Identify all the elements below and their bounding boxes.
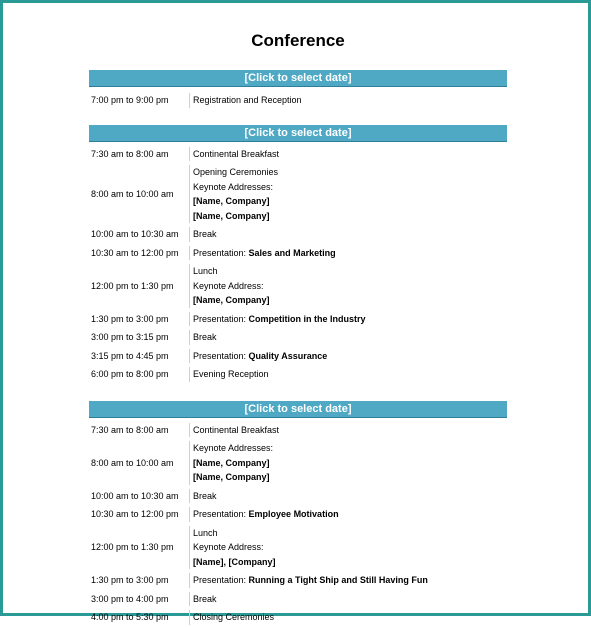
agenda-bold-text: [Name, Company] (193, 210, 270, 221)
agenda-row (89, 145, 507, 164)
agenda-description-line (193, 470, 507, 485)
agenda-text: Break (193, 229, 217, 239)
agenda-time: 3:00 pm to 4:00 pm (91, 593, 169, 604)
agenda-row (89, 524, 507, 572)
agenda-bold-text: Sales and Marketing (248, 247, 336, 258)
agenda-description-line (193, 610, 507, 625)
agenda-text: Continental Breakfast (193, 424, 280, 435)
agenda-text: Presentation: (193, 247, 249, 258)
agenda-row (89, 608, 507, 627)
agenda-bold-text: [Name], [Company] (193, 556, 276, 567)
agenda-row (89, 262, 507, 310)
agenda-description (189, 610, 507, 625)
agenda-time: 3:15 pm to 4:45 pm (91, 350, 169, 361)
agenda-text: Keynote Addresses: (193, 181, 274, 192)
agenda-description-line (193, 264, 507, 279)
agenda-description-line (193, 507, 507, 522)
agenda-time: 3:00 pm to 3:15 pm (91, 332, 169, 343)
agenda-text: Presentation: (193, 509, 249, 519)
agenda-row (89, 225, 507, 244)
agenda-time: 7:30 am to 8:00 am (91, 148, 169, 159)
agenda-description-line (193, 555, 507, 570)
agenda-bold-text: [Name, Company] (193, 457, 270, 468)
agenda-text: Keynote Address: (193, 280, 264, 291)
agenda-description-line (193, 423, 507, 438)
agenda-description-line (193, 165, 507, 180)
agenda-page (89, 29, 507, 627)
date-picker-bar[interactable]: [Click to select date] (89, 70, 507, 87)
agenda-time: 6:00 pm to 8:00 pm (91, 369, 169, 380)
agenda-description (189, 165, 507, 223)
agenda-description-line (193, 441, 507, 456)
agenda-description (189, 526, 507, 570)
agenda-text: Presentation: (193, 313, 249, 324)
agenda-row (89, 91, 507, 110)
agenda-description (189, 264, 507, 308)
agenda-text: Keynote Address: (193, 542, 264, 552)
date-picker-bar[interactable]: [Click to select date] (89, 401, 507, 418)
agenda-description (189, 147, 507, 162)
agenda-description-line (193, 330, 507, 345)
agenda-description-line (193, 540, 507, 555)
agenda-description-line (193, 456, 507, 471)
agenda-row (89, 439, 507, 487)
agenda-row (89, 244, 507, 263)
agenda-description-line (193, 209, 507, 224)
agenda-row (89, 347, 507, 366)
agenda-day-section (89, 401, 507, 627)
agenda-text: Lunch (193, 266, 218, 276)
agenda-description (189, 349, 507, 364)
agenda-description-line (193, 246, 507, 261)
agenda-bold-text: Competition in the Industry (248, 313, 366, 324)
agenda-description (189, 367, 507, 382)
agenda-time: 12:00 pm to 1:30 pm (91, 542, 174, 553)
agenda-row (89, 505, 507, 524)
agenda-text: Opening Ceremonies (193, 167, 279, 177)
agenda-row (89, 365, 507, 384)
agenda-text: Lunch (193, 527, 218, 538)
agenda-description (189, 312, 507, 327)
agenda-time: 10:00 am to 10:30 am (91, 490, 179, 501)
agenda-row (89, 328, 507, 347)
agenda-description-line (193, 147, 507, 162)
agenda-time: 1:30 pm to 3:00 pm (91, 575, 169, 586)
date-picker-bar[interactable]: [Click to select date] (89, 125, 507, 142)
agenda-description (189, 246, 507, 261)
agenda-row (89, 487, 507, 506)
agenda-day-section (89, 70, 507, 110)
agenda-description-line (193, 293, 507, 308)
agenda-description-line (193, 592, 507, 607)
agenda-row (89, 163, 507, 225)
agenda-description-line (193, 367, 507, 382)
agenda-time: 10:30 am to 12:00 pm (91, 247, 179, 258)
agenda-bold-text: [Name, Company] (193, 472, 270, 482)
agenda-description-line (193, 227, 507, 242)
agenda-time: 8:00 am to 10:00 am (91, 457, 174, 468)
agenda-text: Keynote Addresses: (193, 443, 274, 453)
agenda-time: 10:30 am to 12:00 pm (91, 509, 179, 520)
agenda-bold-text: Running a Tight Ship and Still Having Fun (248, 575, 428, 585)
agenda-text: Continental Breakfast (193, 148, 280, 159)
agenda-description-line (193, 180, 507, 195)
agenda-description (189, 423, 507, 438)
agenda-time: 10:00 am to 10:30 am (91, 229, 179, 240)
agenda-description (189, 489, 507, 504)
agenda-row (89, 310, 507, 329)
agenda-text: Break (193, 490, 217, 501)
agenda-time: 1:30 pm to 3:00 pm (91, 313, 169, 324)
agenda-time: 7:30 am to 8:00 am (91, 424, 169, 435)
agenda-description (189, 330, 507, 345)
agenda-text: Closing Ceremonies (193, 612, 275, 622)
agenda-bold-text: [Name, Company] (193, 295, 270, 305)
agenda-row (89, 421, 507, 440)
agenda-description (189, 573, 507, 588)
agenda-description-line (193, 194, 507, 209)
agenda-row (89, 571, 507, 590)
agenda-description-line (193, 489, 507, 504)
agenda-text: Evening Reception (193, 369, 269, 379)
agenda-text: Break (193, 332, 217, 342)
agenda-description (189, 592, 507, 607)
agenda-description (189, 93, 507, 108)
agenda-description-line (193, 573, 507, 588)
agenda-text: Break (193, 593, 217, 604)
agenda-description (189, 227, 507, 242)
agenda-description-line (193, 526, 507, 541)
agenda-sections (89, 70, 507, 627)
agenda-description-line (193, 93, 507, 108)
agenda-time: 7:00 pm to 9:00 pm (91, 95, 169, 106)
agenda-bold-text: [Name, Company] (193, 196, 270, 206)
agenda-description-line (193, 312, 507, 327)
agenda-day-section (89, 125, 507, 384)
agenda-description-line (193, 349, 507, 364)
agenda-text: Registration and Reception (193, 95, 302, 105)
agenda-time: 8:00 am to 10:00 am (91, 189, 174, 199)
agenda-bold-text: Employee Motivation (248, 509, 339, 519)
agenda-text: Presentation: (193, 575, 249, 585)
agenda-description-line (193, 279, 507, 294)
agenda-description (189, 507, 507, 522)
agenda-row (89, 590, 507, 609)
agenda-description (189, 441, 507, 485)
agenda-bold-text: Quality Assurance (248, 350, 328, 361)
agenda-text: Presentation: (193, 350, 249, 361)
agenda-time: 12:00 pm to 1:30 pm (91, 280, 174, 291)
agenda-time: 4:00 pm to 5:30 pm (91, 612, 169, 623)
page-title: Conference (251, 31, 345, 50)
